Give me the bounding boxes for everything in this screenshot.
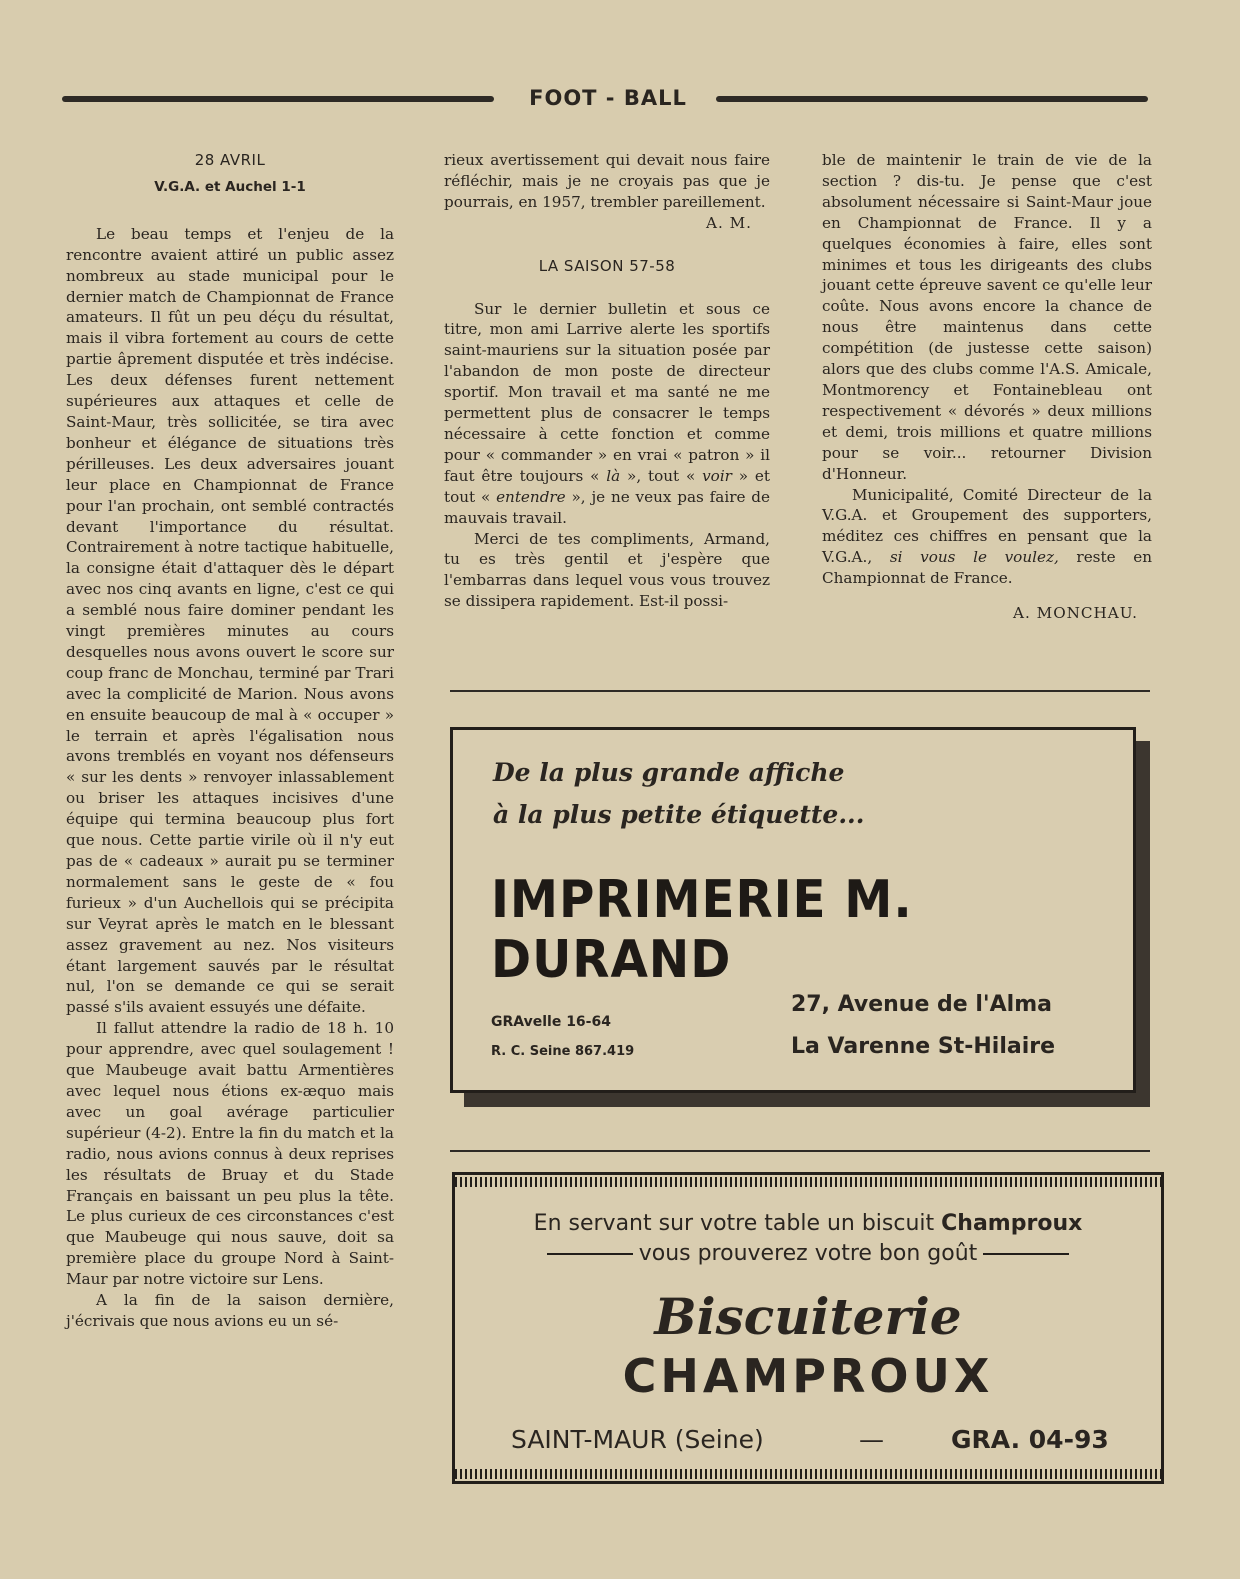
ad-phone: GRAvelle 16-64 <box>491 1014 611 1030</box>
advertisement-biscuiterie-champroux <box>452 1172 1164 1484</box>
article-signature: A. M. <box>705 213 752 232</box>
page-header-title: FOOT - BALL <box>529 86 687 110</box>
ad-border-stripe-bottom <box>455 1469 1161 1479</box>
article-column-3 <box>822 150 1152 624</box>
article-paragraph: Municipalité, Comité Directeur de la V.G.A. et Groupement des supporters, méditez ces chiffres en pensant que la V.G.A., si vous le voulez, reste en Championnat de France. <box>822 485 1152 588</box>
ad-tagline-line-2: vous prouverez votre bon goût <box>455 1241 1161 1266</box>
advertisement-imprimerie-durand <box>450 727 1136 1093</box>
ad-address-line-2: La Varenne St-Hilaire <box>791 1034 1056 1059</box>
article-date: 28 AVRIL <box>194 151 266 169</box>
article-paragraph: Merci de tes compliments, Armand, tu es très gentil et j'espère que l'embarras dans lequel vous vous trouvez se dissipera rapidement. Est-il possi- <box>444 529 770 611</box>
article-signature: A. MONCHAU. <box>1013 604 1138 623</box>
header-rule-left <box>62 96 494 102</box>
separator-rule <box>450 1150 1150 1152</box>
ad-city: SAINT-MAUR (Seine) <box>511 1425 764 1454</box>
article-column-2 <box>444 150 770 612</box>
article-title-saison: LA SAISON 57-58 <box>538 256 676 275</box>
article-continuation: rieux avertissement qui devait nous faire réfléchir, mais je ne croyais pas que je pourrais, en 1957, trembler pareillement. <box>444 151 770 211</box>
ad-phone: GRA. 04-93 <box>951 1425 1109 1454</box>
ad-separator-dash: — <box>859 1425 884 1454</box>
header-rule-right <box>716 96 1148 102</box>
article-column-1 <box>66 150 394 1332</box>
article-paragraph: A la fin de la saison dernière, j'écrivais que nous avions eu un sé- <box>66 1291 394 1330</box>
ad-tagline-line-1: En servant sur votre table un biscuit Champroux <box>533 1211 1083 1236</box>
article-paragraph: Le beau temps et l'enjeu de la rencontre avaient attiré un public assez nombreux au stade municipal pour le dernier match de Championnat de France amateurs. Il fût un peu déçu du résultat, mais il vibra fortement au cours de cette partie âprement disputée et très indécise. Les deux défenses furent nettement supérieures aux attaques et celle de Saint-Maur, très sollicitée, se tira avec bonheur et élégance de situations très périlleuses. Les deux adversaires jouant leur place en Championnat de France pour l'an prochain, ont semblé contractés devant l'importance du résultat. Contrairement à notre tactique habituelle, la consigne était d'attaquer dès le départ avec nos cinq avants en ligne, c'est ce qui a semblé nous faire dominer pendant les vingt premières minutes au cours desquelles nous avons ouvert le score sur coup franc de Monchau, terminé par Trari avec la complicité de Marion. Nous avons en ensuite beaucoup de mal à « occuper » le terrain et après l'égalisation nous avons tremblés en voyant nos défenseurs « sur les dents » renvoyer inlassablement ou briser les attaques incisives d'une équipe qui termina beaucoup plus fort que nous. Cette partie virile où il n'y eut pas de « cadeaux » aurait pu se terminer normalement sans le geste de « fou furieux » d'un Auchellois qui se précipita sur Veyrat après le match en le blessant assez gravement au nez. Nos visiteurs étant largement sauvés par le résultat nul, l'on se demande ce qui se serait passé s'ils avaient essuyés une défaite. <box>66 224 394 1017</box>
ad-registration: R. C. Seine 867.419 <box>491 1044 635 1059</box>
article-paragraph: ble de maintenir le train de vie de la section ? dis-tu. Je pense que c'est absolument nécessaire si Saint-Maur joue en Championnat de France. Il y a quelques économies à faire, elles sont minimes et tous les dirigeants des clubs jouant cette épreuve savent ce qu'elle leur coûte. Nous avons encore la chance de nous être maintenus dans cette compétition (de justesse cette saison) alors que des clubs comme l'A.S. Amicale, Montmorency et Fontainebleau ont respectivement « dévorés » deux millions et demi, trois millions et quatre millions pour se voir... retourner Division d'Honneur. <box>822 151 1152 483</box>
ad-slogan-line-1: De la plus grande affiche <box>493 758 845 787</box>
ad-slogan-line-2: à la plus petite étiquette... <box>493 800 865 829</box>
ad-brand-name: CHAMPROUX <box>622 1349 994 1403</box>
ad-script-title: Biscuiterie <box>654 1287 962 1346</box>
ad-company-name: IMPRIMERIE M. DURAND <box>491 870 913 990</box>
article-match-title: V.G.A. et Auchel 1-1 <box>154 178 306 195</box>
separator-rule <box>450 690 1150 692</box>
article-paragraph: Sur le dernier bulletin et sous ce titre, mon ami Larrive alerte les sportifs saint-mauriens sur la situation posée par l'abandon de mon poste de directeur sportif. Mon travail et ma santé ne me permettent plus de consacrer le temps nécessaire à cette fonction et comme pour « commander » en vrai « patron » il faut être toujours « là », tout « voir » et tout « entendre », je ne veux pas faire de mauvais travail. <box>444 299 770 527</box>
article-paragraph: Il fallut attendre la radio de 18 h. 10 pour apprendre, avec quel soulagement ! que Maubeuge avait battu Armentières avec lequel nous étions ex-æquo mais avec un goal avérage particulier supérieur (4-2). Entre la fin du match et la radio, nous avions connus à deux reprises les résultats de Bruay et du Stade Français en baissant un peu plus la tête. Le plus curieux de ces circonstances c'est que Maubeuge qui nous sauve, doit sa première place du groupe Nord à Saint-Maur par notre victoire sur Lens. <box>66 1019 394 1289</box>
ad-address-line-1: 27, Avenue de l'Alma <box>791 992 1052 1017</box>
ad-border-stripe-top <box>455 1177 1161 1187</box>
